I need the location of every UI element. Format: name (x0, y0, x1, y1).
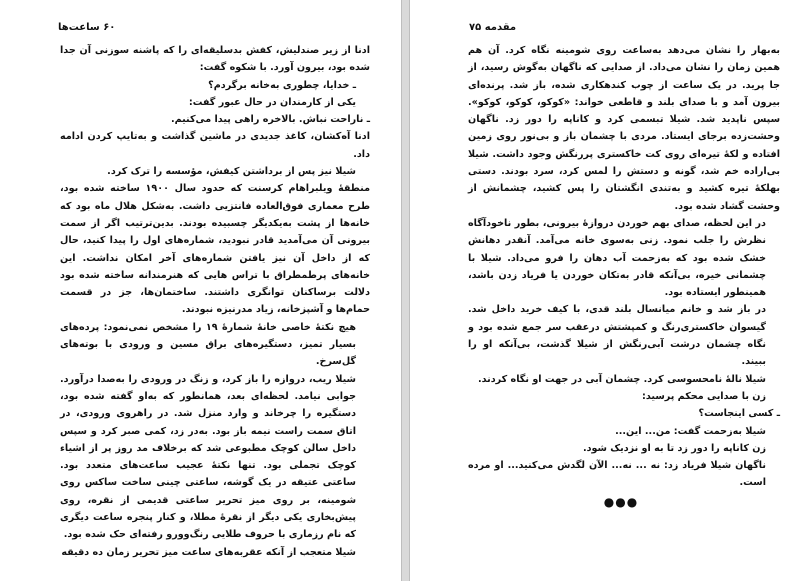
right-page-header: مقدمه ۷۵ (469, 22, 517, 33)
paragraph: زن با صدایی محکم پرسید: (642, 390, 766, 402)
section-end-mark: ●●● (603, 494, 639, 509)
left-page-body (60, 42, 370, 561)
paragraph: یکی از کارمندان در حال عبور گفت: (188, 96, 356, 108)
paragraph: ـ خدایا، چطوری به‌خانه برگردم؟ (208, 79, 356, 91)
left-book-page (0, 0, 402, 581)
paragraph: ادنا آه‌کشان، کاغذ جدیدی در ماشین گذاشت و به‌تایپ کردن ادامه داد. (60, 131, 370, 160)
paragraph: شیلا به‌زحمت گفت: من... این... (615, 425, 766, 437)
paragraph: هیچ نکتهٔ خاصی خانهٔ شمارهٔ ۱۹ را مشخص نمی‌نمود: پرده‌های بسیار تمیز، دستگیره‌های براق مسین و ورودی با بوته‌های گل‌سرخ. (60, 321, 356, 368)
paragraph: شیلا متعجب از آنکه عقربه‌های ساعت میز تحریر زمان ده دقیقه (61, 546, 356, 558)
paragraph: شیلا نالهٔ نامحسوسی کرد. چشمان آبی در جهت او نگاه کردند. (477, 373, 766, 385)
paragraph: ـ ناراحت نباش. بالاخره راهی پیدا می‌کنیم. (170, 114, 370, 126)
paragraph: به‌بهار را نشان می‌دهد به‌ساعت روی شومینه نگاه کرد. آن هم همین زمان را نشان می‌داد. از صدایی که ناگهان به‌گوش رسید، از جا پرید. در یک ساعت از چوب کندهکاری شده، باز شد. پرنده‌ای بیرون آمد و با صدای بلند و قاطعی خواند: «کوکو، کوکو، کوکو». سپس ناپدید شد. شیلا تبسمی کرد و کاناپه را دور زد. ناگهان وحشت‌زده برجای ایستاد. مردی با چشمان باز و بی‌نور روی زمین افتاده و لکهٔ تیره‌ای روی کت خاکستری پررنگش وجود داشت. شیلا بی‌اراده خم شد، گونه و دستش را لمس کرد، سرد بودند. دستی بهلکهٔ تیره کشید و به‌تندی انگشتان را پس کشید، چشمانش از وحشت گشاد شده بود. (468, 45, 780, 212)
paragraph: منطقهٔ ویلبراهام کرسنت که حدود سال ۱۹۰۰ ساخته شده بود، طرح معماری فوق‌العاده فانتزیی داشت. به‌شکل هلال ماه بود که خانه‌ها از پشت به‌یکدیگر چسبیده بودند. بدین‌ترتیب اگر از سمت بیرونی آن می‌آمدید قادر نبودید، شماره‌های اول را پیدا کنید، حال که از داخل آن نیز یافتن شماره‌های آخر امکان نداشت. این خانه‌های پرطمطراق با تراس هایی که هنرمندانه ساخته شده بود دلالت برساکنان توانگری داشتند. ساختمان‌ها، جز در قسمت حمام‌ها و آشپزخانه، زیاد مدرنیزه نبودند. (60, 183, 371, 316)
paragraph: شیلا نیز پس از برداشتن کیفش، مؤسسه را ترک کرد. (107, 166, 356, 178)
paragraph: ـ کسی اینجاست؟ (698, 408, 780, 420)
paragraph: در باز شد و خانم میانسال بلند قدی، با کیف خرید داخل شد. گیسوان خاکستری‌رنگ و کمپشتش درعقب سر جمع شده بود و نگاه چشمان درشت آبی‌رنگش از شیلا گذشت، بی‌آنکه او را ببیند. (468, 304, 766, 368)
right-book-page (409, 0, 811, 581)
paragraph: ناگهان شیلا فریاد زد: نه ... نه... الآن لگدش می‌کنید... او مرده است. (468, 460, 766, 489)
paragraph: شیلا ریب، دروازه را باز کرد، و زنگ در ورودی را به‌صدا درآورد. جوابی نیامد. لحظه‌ای بعد، همانطور که به‌او گفته شده بود، دستگیره را چرخاند و وارد منزل شد. در راهروی ورودی، در اتاق سمت راست نیمه باز بود. به‌در زد، کمی صبر کرد و سپس داخل سالن کوچک مطبوعی شد که برخلاف مد روز پر از اشیاء کوچک تجملی بود. تنها نکتهٔ عجیب ساعت‌های متعدد بود. ساعتی عتیقه در یک گوشه، ساعتی چینی ساخت ساکس روی شومینه، بر روی میز تحریر ساعتی قدیمی از نقره، روی پیش‌بخاری یکی دیگر از نقرهٔ مطلا، و کنار پنجره ساعت دیگری که نام رزماری با حروف طلایی رنگ‌وورو رفته‌ای حک شده بود. (60, 373, 356, 541)
right-page-body (468, 42, 780, 511)
paragraph: در این لحظه، صدای بهم خوردن دروازهٔ بیرونی، بطور ناخودآگاه نظرش را جلب نمود. زنی به‌سوی خانه می‌آمد. آنقدر دهانش خشک شده بود که به‌زحمت آب دهان را فرو می‌داد. شیلا با چشمانی خیره، بی‌آنکه قادر به‌تکان خوردن یا فریاد زدن باشد، همینطور ایستاده بود. (468, 217, 766, 299)
paragraph: ادنا از زیر صندلیش، کفش بدسلیقه‌ای را که پاشنه سوزنی آن جدا شده بود، بیرون آورد. با شکوه گفت: (60, 45, 370, 74)
left-page-header: ۶۰ ساعت‌ها (58, 22, 116, 33)
paragraph: زن کاناپه را دور زد تا به او نزدیک شود. (582, 442, 766, 454)
